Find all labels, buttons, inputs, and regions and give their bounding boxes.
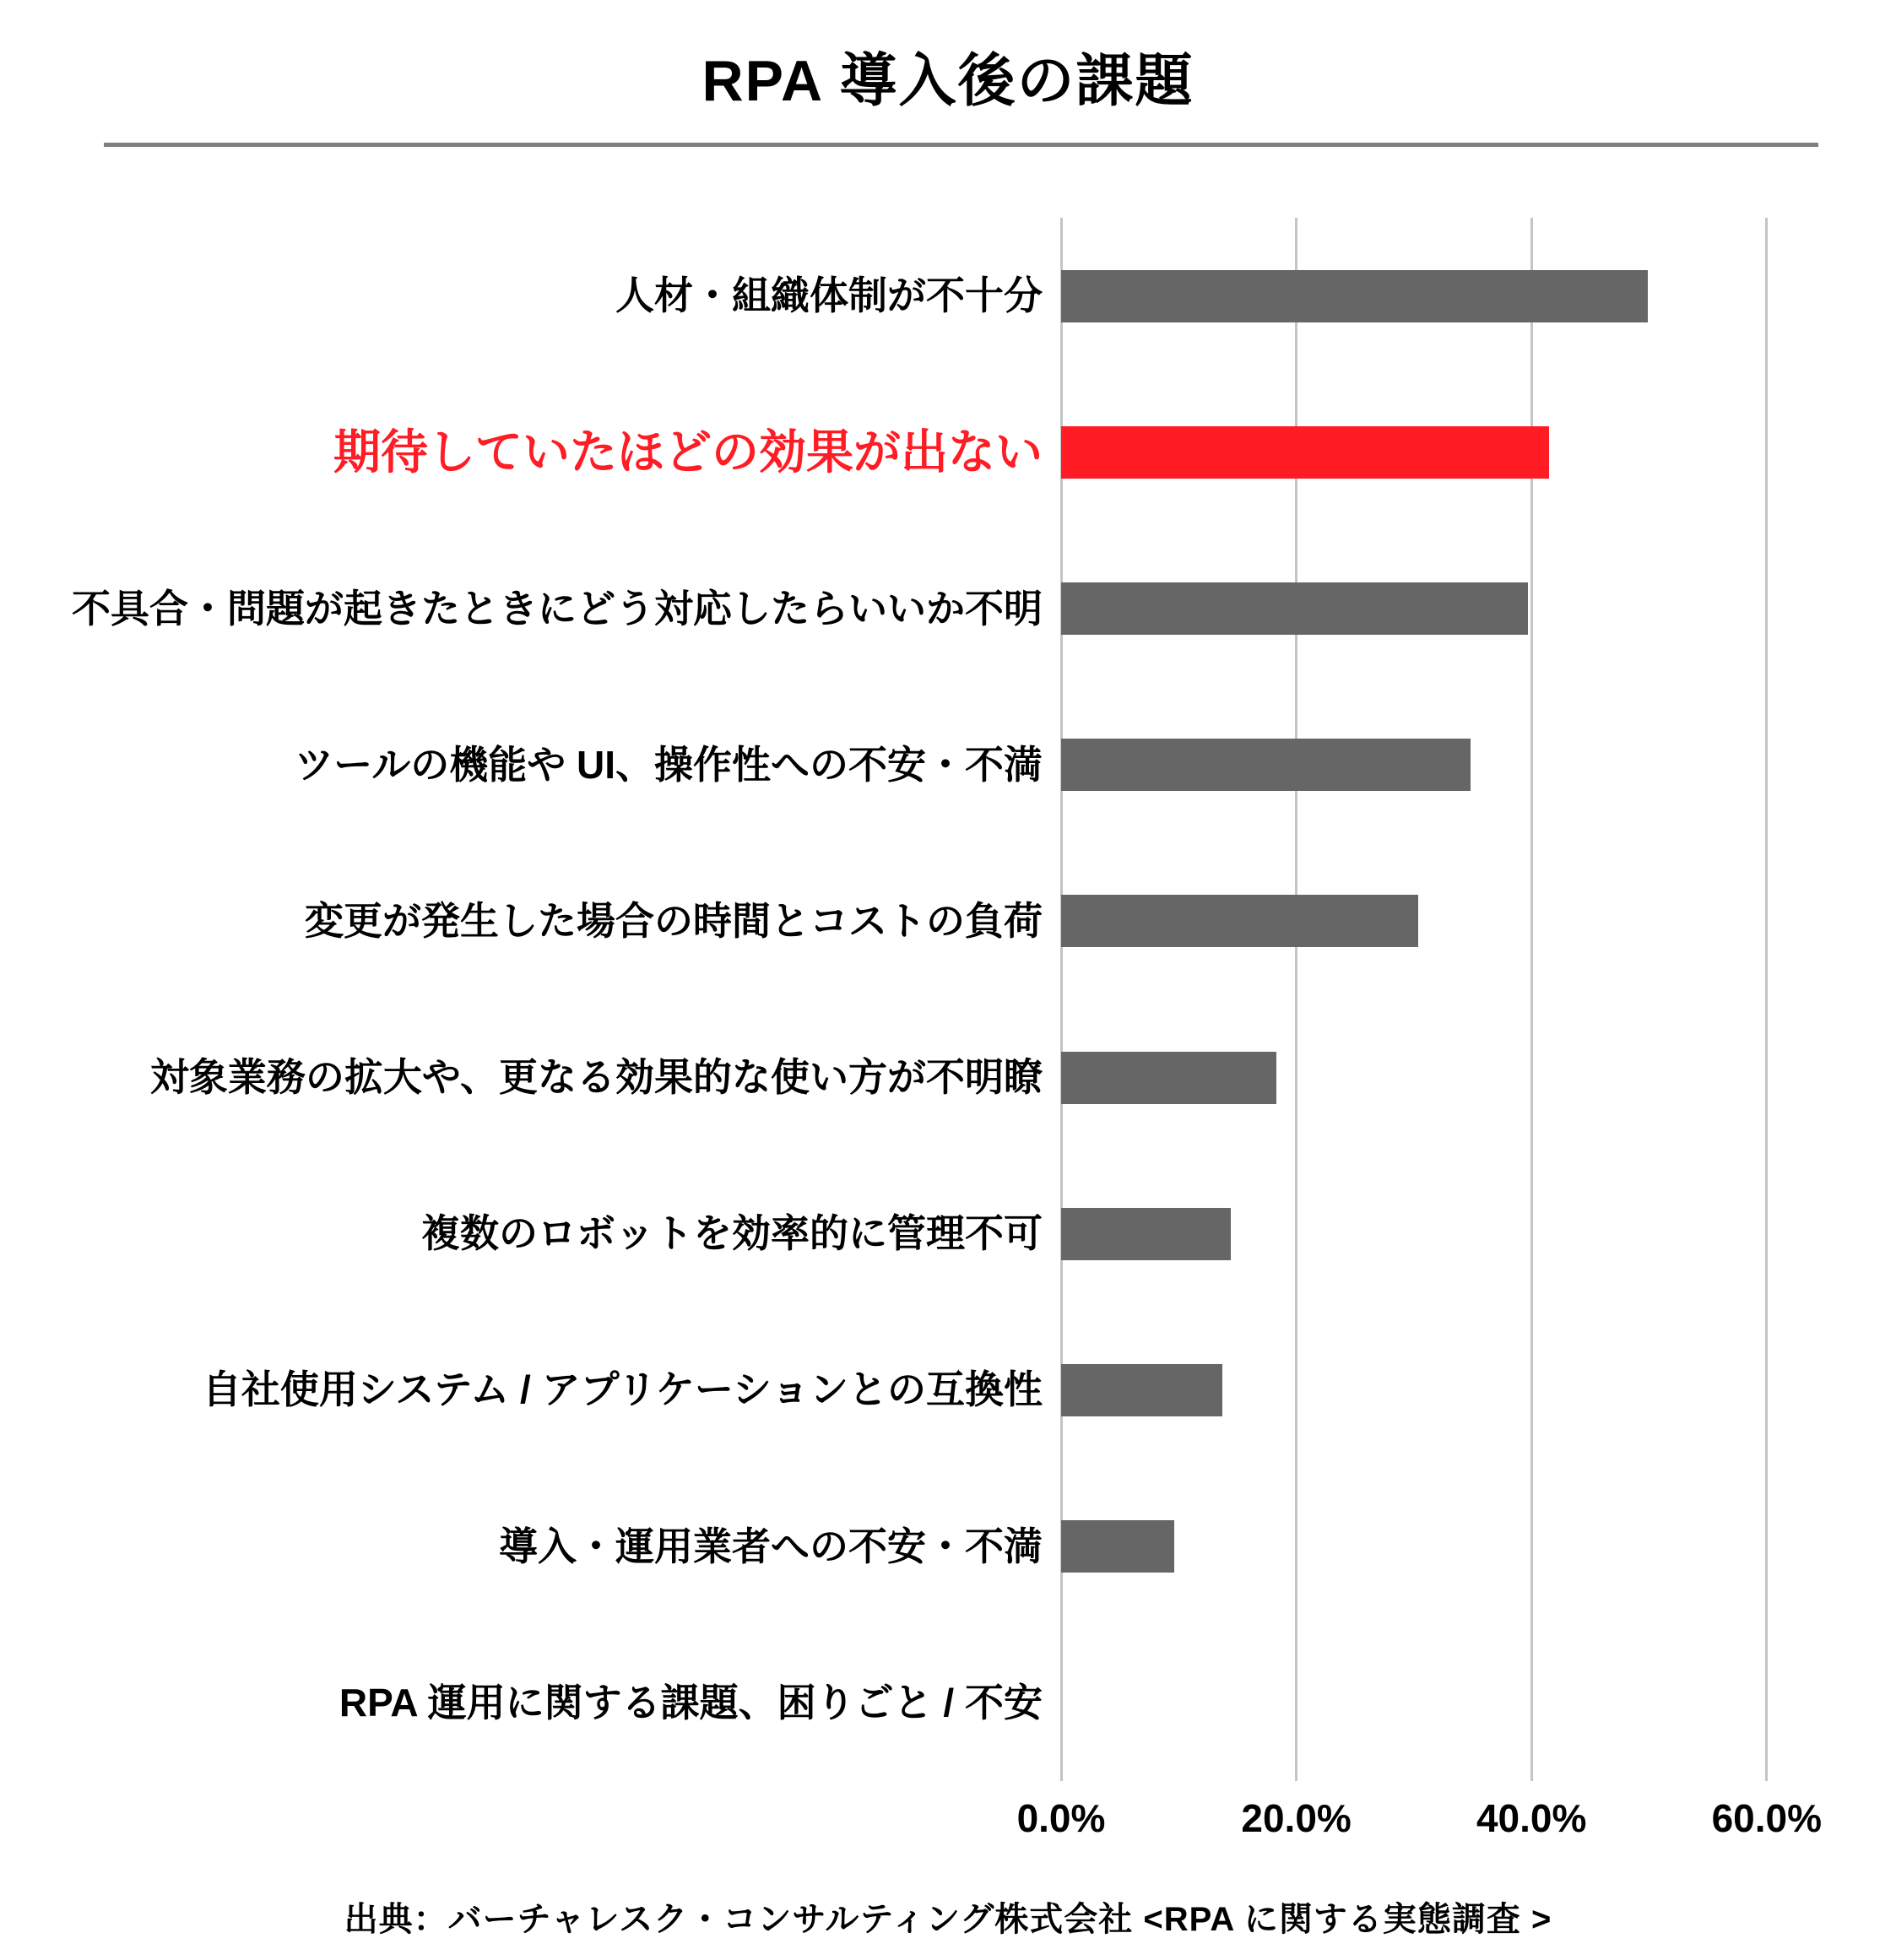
bar-rows (0, 218, 1896, 1781)
x-axis (0, 1783, 1896, 1854)
bar (1061, 1052, 1276, 1104)
bar (1061, 1364, 1222, 1416)
x-tick-label: 20.0% (1241, 1796, 1352, 1840)
category-label: 複数のロボットを効率的に管理不可 (421, 1211, 1043, 1256)
category-label: 期待していたほどの効果が出ない (333, 425, 1043, 479)
category-label: 変更が発生した場合の時間とコストの負荷 (305, 898, 1043, 943)
source-caption: 出典：バーチャレスク・コンサルティング株式会社 <RPA に関する実態調査 > (344, 1901, 1552, 1938)
title-divider (104, 143, 1818, 147)
x-tick-label: 0.0% (1016, 1796, 1106, 1840)
bar-row (0, 1625, 1896, 1781)
bar-row (0, 843, 1896, 999)
bar-row (0, 1469, 1896, 1625)
bar (1061, 1520, 1174, 1573)
bar-row (0, 218, 1896, 374)
x-tick-label: 40.0% (1476, 1796, 1587, 1840)
category-label: 対象業務の拡大や、更なる効果的な使い方が不明瞭 (149, 1055, 1043, 1100)
category-label: 自社使用システム / アプリケーションとの互換性 (202, 1367, 1043, 1412)
x-tick-label: 60.0% (1711, 1796, 1823, 1840)
category-label: 不具合・問題が起きたときにどう対応したらいいか不明 (72, 586, 1043, 631)
bar (1061, 1208, 1231, 1260)
category-label: 人材・組織体制が不十分 (615, 273, 1043, 318)
bar (1061, 895, 1418, 947)
bar (1061, 582, 1528, 635)
chart-title: RPA 導入後の課題 (702, 49, 1194, 113)
bar-row (0, 999, 1896, 1156)
category-label: ツールの機能や UI、操作性への不安・不満 (295, 742, 1043, 787)
category-label: 導入・運用業者への不安・不満 (499, 1524, 1043, 1568)
bar (1061, 739, 1471, 791)
bar (1061, 270, 1648, 322)
bar-row (0, 374, 1896, 530)
bar-row (0, 530, 1896, 686)
bar-row (0, 1156, 1896, 1312)
bar-row (0, 1312, 1896, 1468)
bar (1061, 426, 1549, 479)
category-label: RPA 運用に関する課題、困りごと / 不安 (339, 1680, 1043, 1724)
bar-row (0, 687, 1896, 843)
